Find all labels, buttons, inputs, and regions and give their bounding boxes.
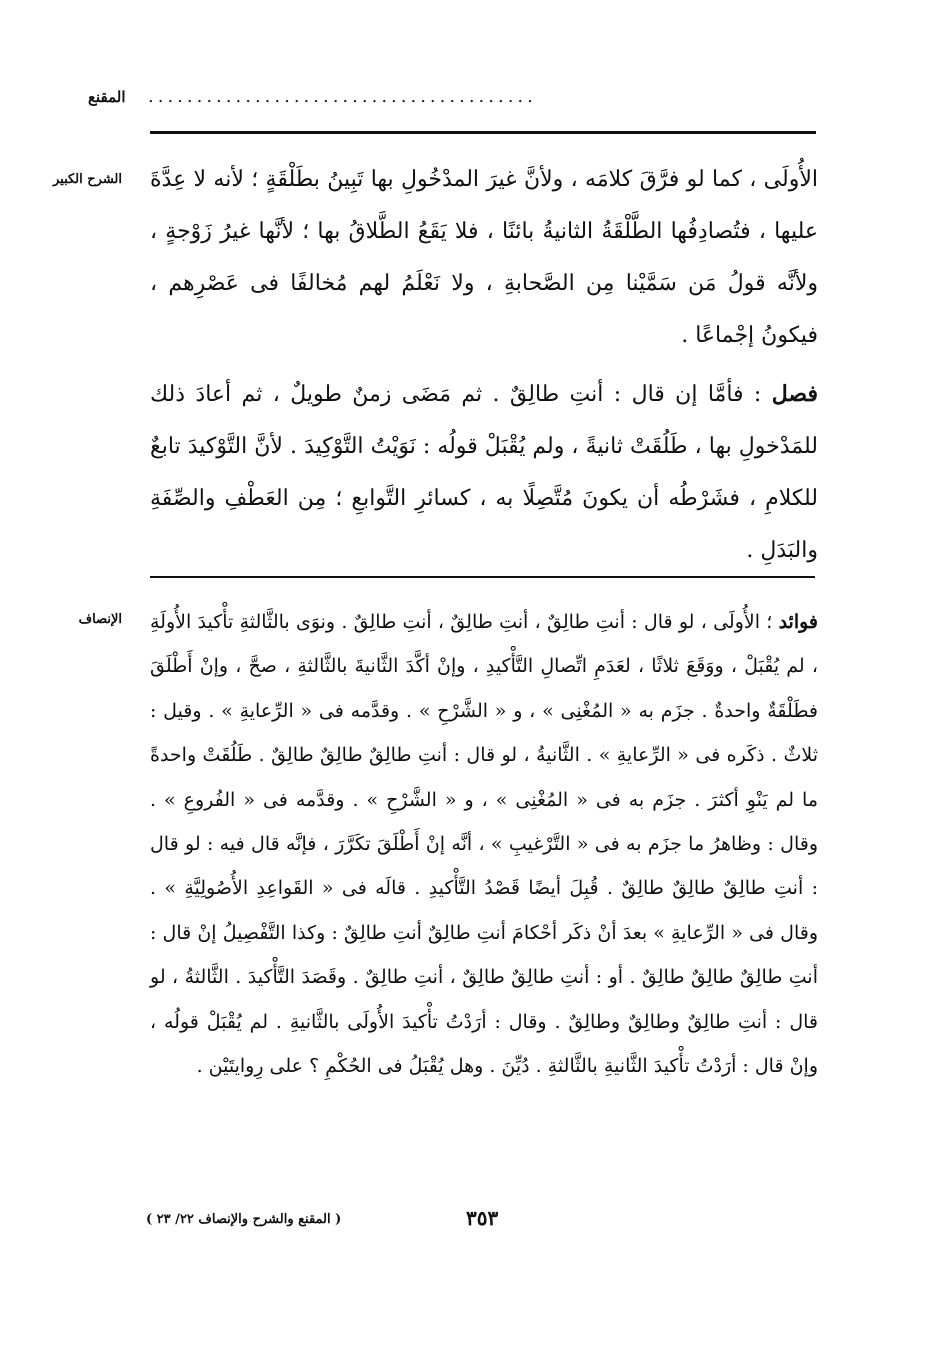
header-rule: [150, 131, 816, 134]
running-title: المقنع: [88, 88, 126, 106]
insaf-section: [150, 600, 818, 1088]
footer-reference: ( المقنع والشرح والإنصاف ٢٢/ ٢٣ ): [146, 1212, 342, 1227]
insaf-text: ؛ الأُولَى ، لو قال : أنتِ طالِقٌ ، أنتِ طالِقٌ ، أنتِ طالِقٌ . ونوَى بالثَّالثةِ تأْكيدَ الأُولَةِ ، لم يُقْبَلْ ، ووَقَعَ ثلاثًا ، لعَدَمِ اتِّصالِ التَّأْكيدِ ، وإنْ أكَّدَ الثَّانيةَ بالثَّالثةِ ، صحَّ ، وإنْ أَطْلَقَ فطَلْقَةٌ واحدةٌ . جزَم به « المُغْنِى » ، و « الشَّرْحِ » . وقدَّمه فى « الرِّعايةِ » . وقيل : ثلاثٌ . ذكَره فى « الرِّعايةِ » . الثَّانيةُ ، لو قال : أنتِ طالِقٌ طالِقٌ طالِقٌ . طَلُقَتْ واحدةً ما لم يَنْوِ أكثرَ . جزَم به فى « المُغْنِى » ، و « الشَّرْحِ » . وقدَّمه فى « الفُروعِ » . وقال : وظاهرُ ما جزَم به فى « التَّرْغيبِ » ، أنَّه إنْ أَطْلَقَ تكَرَّرَ ، فإنَّه قال فيه : لو قال : أنتِ طالِقٌ طالِقٌ طالِقٌ . قُبِلَ أيضًا قَصْدُ التَّأْكيدِ . قالَه فى « القَواعِدِ الأُصُولِيَّةِ » . وقال فى « الرِّعايةِ » بعدَ أنْ ذكَر أحْكامَ أنتِ طالِقٌ أنتِ طالِقٌ : وكذا التَّفْصِيلُ إنْ قال : أنتِ طالِقٌ طالِقٌ طالِقٌ . أو : أنتِ طالِقٌ طالِقٌ ، أنتِ طالِقٌ . وقَصَدَ التَّأْكيدَ . الثَّالثةُ ، لو قال : أنتِ طالِقٌ وطالِقٌ وطالِقٌ . وقال : أرَدْتُ تأْكيدَ الأُولَى بالثَّانيةِ . لم يُقْبَلْ قولُه ، وإنْ قال : أرَدْتُ تأْكيدَ الثَّانيةِ بالثَّالثةِ . دُيِّنَ . وهل يُقْبَلُ فى الحُكْمِ ؟ على رِوايتَيْن .: [150, 611, 818, 1078]
page-number: ٣٥٣: [466, 1206, 499, 1230]
margin-label-insaf: الإنصاف: [78, 612, 122, 627]
sharh-paragraph: الأُولَى ، كما لو فرَّقَ كلامَه ، ولأنَّ غيرَ المدْخُولِ بها تَبِينُ بطَلْقَةٍ ؛ لأنه لا عِدَّةَ عليها ، فتُصادِفُها الطَّلْقَةُ الثانيةُ بائنًا ، فلا يَقَعُ الطَّلاقُ بها ؛ لأنَّها غيرُ زَوْجةٍ ، ولأنَّه قولُ مَن سَمَّيْنا مِن الصَّحابةِ ، ولا نَعْلَمُ لهم مُخالفًا فى عَصْرِهم ، فيكونُ إجْماعًا .: [150, 167, 818, 348]
margin-label-sharh: الشرح الكبير: [52, 172, 122, 187]
fasl-text: : فأمَّا إن قال : أنتِ طالِقٌ . ثم مَضَى زمنٌ طويلٌ ، ثم أعادَ ذلك للمَدْخولِ بها ، طَلُقَتْ ثانيةً ، ولم يُقْبَلْ قولُه : نَوَيْتُ التَّوْكِيدَ . لأنَّ التَّوْكيدَ تابعٌ للكلامِ ، فشَرْطُه أن يكونَ مُتَّصِلًا به ، كسائرِ التَّوابعِ ؛ مِن العَطْفِ والصِّفَةِ والبَدَلِ .: [150, 382, 818, 563]
sharh-section: [150, 154, 818, 577]
fawaid-heading: فوائد: [778, 611, 819, 633]
section-divider: [150, 576, 815, 578]
fasl-heading: فصل: [771, 381, 818, 407]
insaf-paragraph: [150, 600, 818, 1088]
fasl-paragraph: [150, 368, 818, 577]
header-dot-leader: ........................................: [148, 86, 537, 107]
